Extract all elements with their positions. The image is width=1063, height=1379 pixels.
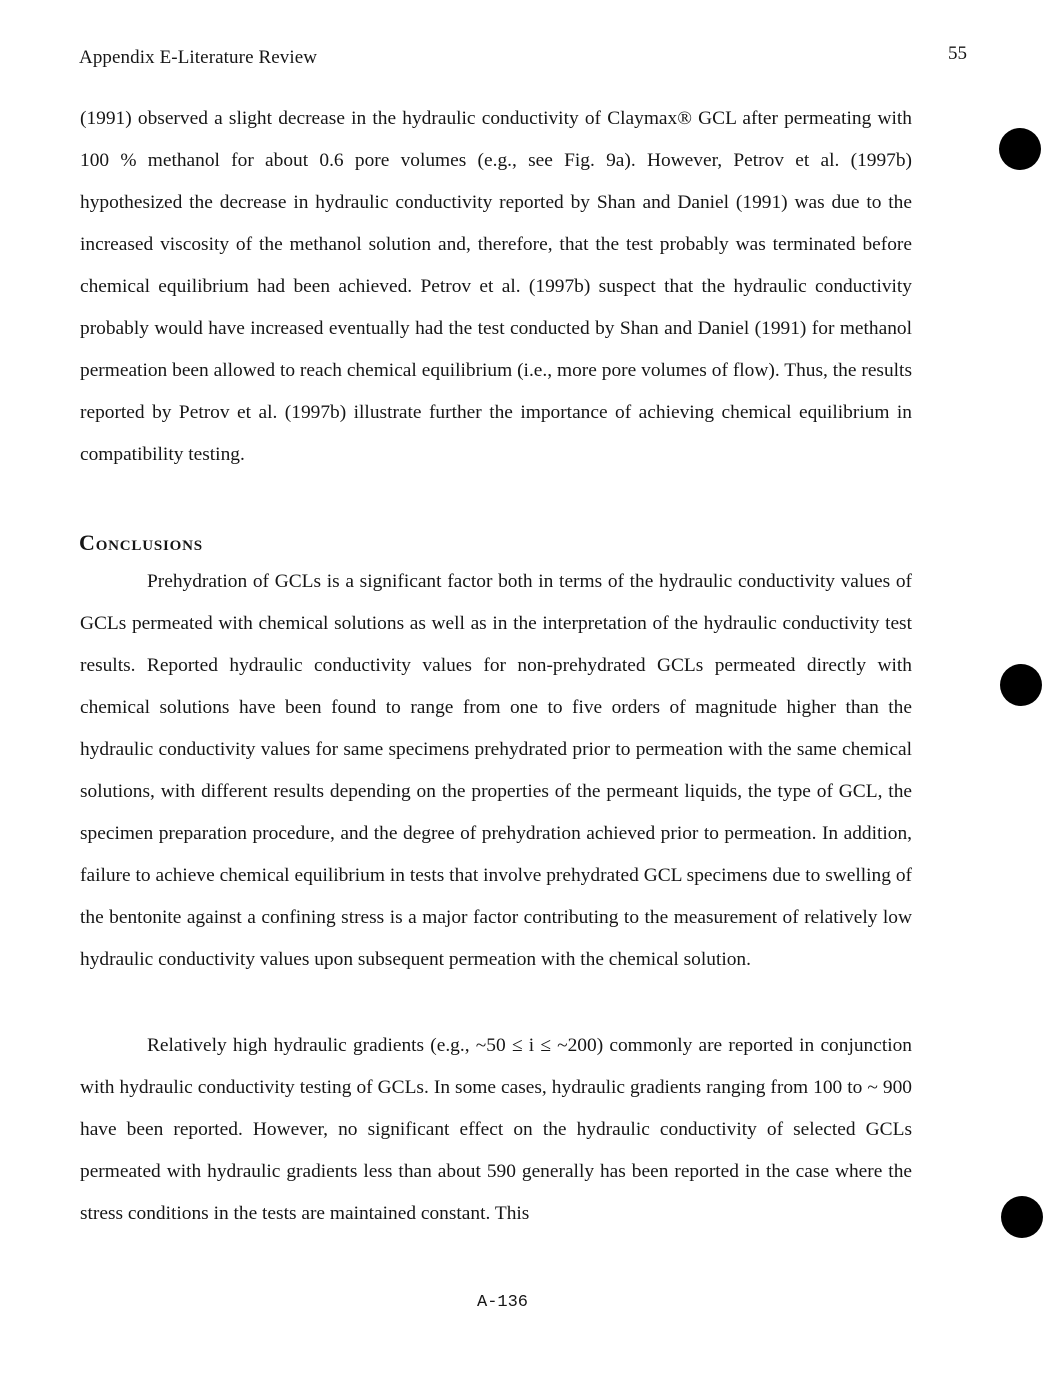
running-header: Appendix E-Literature Review	[79, 47, 318, 68]
paragraph-conclusions-gradients: Relatively high hydraulic gradients (e.g., ~50 ≤ i ≤ ~200) commonly are reported in conjunction with hydraulic conductivity testing of GCLs. In some cases, hydraulic gradients ranging from 100 to ~ 900 have been reported. However, no significant effect on the hydraulic conductivity of selected GCLs permeated with hydraulic gradients less than about 590 generally has been reported in the case where the stress conditions in the tests are maintained constant. This	[80, 1035, 912, 1224]
punch-hole-top	[999, 128, 1041, 170]
page-footer-code: A-136	[477, 1293, 529, 1312]
paragraph-conclusions-prehydration: Prehydration of GCLs is a significant factor both in terms of the hydraulic conductivity values of GCLs permeated with chemical solutions as well as in the interpretation of the hydraulic conductivity test results. Reported hydraulic conductivity values for non-prehydrated GCLs permeated directly with chemical solutions have been found to range from one to five orders of magnitude higher than the hydraulic conductivity values for same specimens prehydrated prior to permeation with the same chemical solutions, with different results depending on the properties of the permeant liquids, the type of GCL, the specimen preparation procedure, and the degree of prehydration achieved prior to permeation. In addition, failure to achieve chemical equilibrium in tests that involve prehydrated GCL specimens due to swelling of the bentonite against a confining stress is a major factor contributing to the measurement of relatively low hydraulic conductivity values upon subsequent permeation with the chemical solution.	[80, 571, 912, 970]
punch-hole-bottom	[1001, 1196, 1043, 1238]
paragraph-intro: (1991) observed a slight decrease in the hydraulic conductivity of Claymax® GCL after permeating with 100 % methanol for about 0.6 pore volumes (e.g., see Fig. 9a). However, Petrov et al. (1997b) hypothesized the decrease in hydraulic conductivity reported by Shan and Daniel (1991) was due to the increased viscosity of the methanol solution and, therefore, that the test probably was terminated before chemical equilibrium had been achieved. Petrov et al. (1997b) suspect that the hydraulic conductivity probably would have increased eventually had the test conducted by Shan and Daniel (1991) for methanol permeation been allowed to reach chemical equilibrium (i.e., more pore volumes of flow). Thus, the results reported by Petrov et al. (1997b) illustrate further the importance of achieving chemical equilibrium in compatibility testing.	[80, 108, 912, 465]
punch-hole-middle	[1000, 664, 1042, 706]
section-heading-conclusions: Conclusions	[79, 530, 203, 555]
page-number: 55	[948, 43, 967, 64]
